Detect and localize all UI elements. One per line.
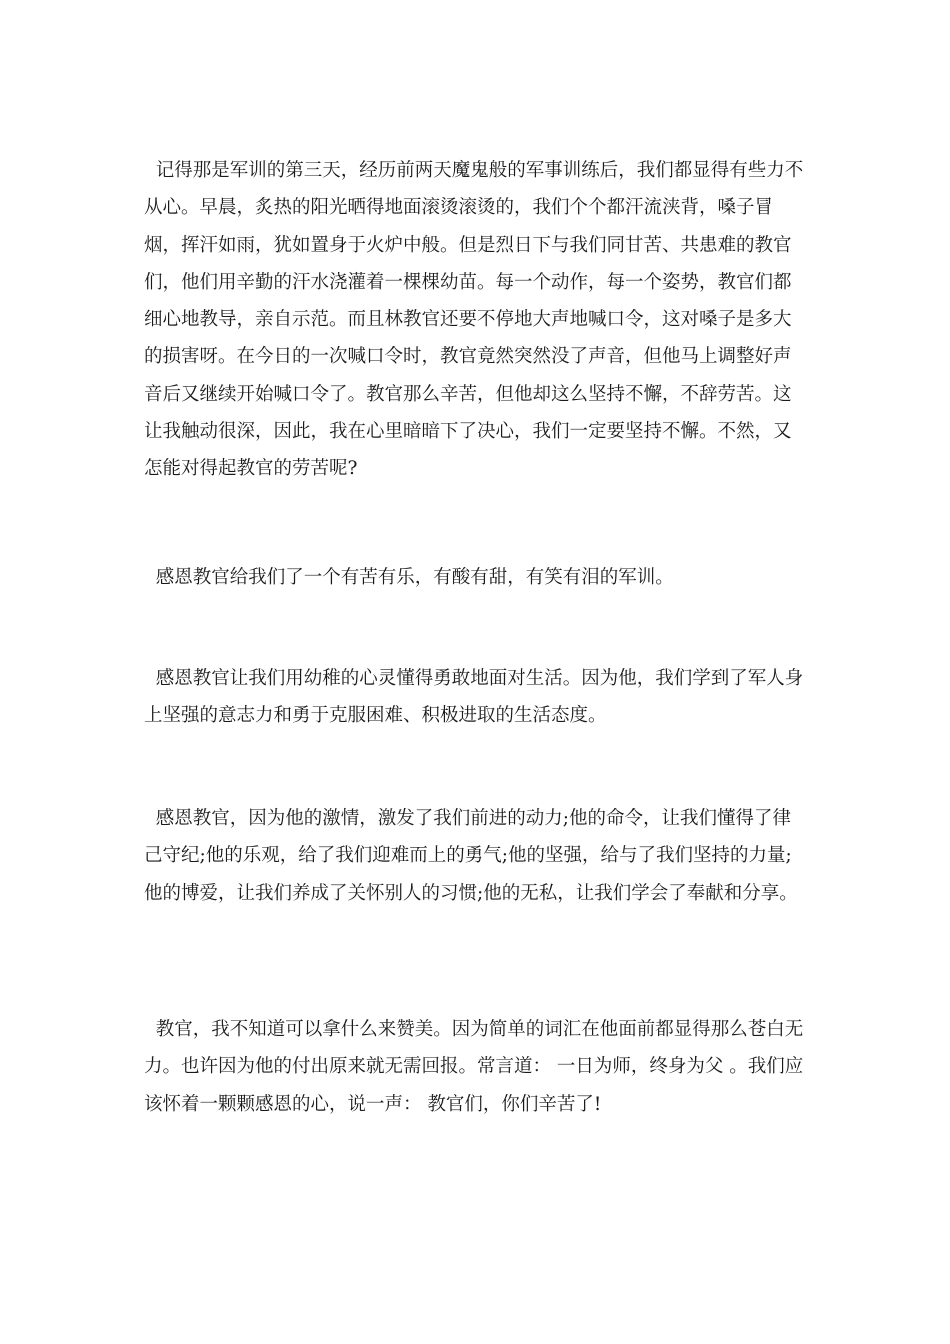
paragraph-military-training-third-day: 记得那是军训的第三天，经历前两天魔鬼般的军事训练后，我们都显得有些力不从心。早晨，炙热的阳光晒得地面滚烫滚烫的，我们个个都汗流浃背，嗓子冒烟，挥汗如雨，犹如置身于火炉中般。但是烈日下与我们同甘苦、共患难的教官们，他们用辛勤的汗水浇灌着一棵棵幼苗。每一个动作，每一个姿势，教官们都细心地教导，亲自示范。而且林教官还要不停地大声地喊口令，这对嗓子是多大的损害呀。在今日的一次喊口令时，教官竟然突然没了声音，但他马上调整好声音后又继续开始喊口令了。教官那么辛苦，但他却这么坚持不懈，不辞劳苦。这让我触动很深，因此，我在心里暗暗下了决心，我们一定要坚持不懈。不然，又怎能对得起教官的劳苦呢? [144, 160, 804, 480]
paragraph-thanks-instructor-qualities: 感恩教官，因为他的激情，激发了我们前进的动力;他的命令，让我们懂得了律己守纪;他的乐观，给了我们迎难而上的勇气;他的坚强，给与了我们坚持的力量;他的博爱，让我们养成了关怀别人的习惯;他的无私，让我们学会了奉献和分享。 [144, 808, 798, 904]
paragraph-praise-instructor: 教官，我不知道可以拿什么来赞美。因为简单的词汇在他面前都显得那么苍白无力。也许因为他的付出原来就无需回报。常言道： 一日为师，终身为父 。我们应该怀着一颗颗感恩的心，说一声： 教官们，你们辛苦了! [144, 1019, 804, 1115]
paragraph-thanks-instructor-courage: 感恩教官让我们用幼稚的心灵懂得勇敢地面对生活。因为他，我们学到了军人身上坚强的意志力和勇于克服困难、积极进取的生活态度。 [144, 668, 804, 727]
paragraph-thanks-instructor-training: 感恩教官给我们了一个有苦有乐，有酸有甜，有笑有泪的军训。 [144, 567, 674, 588]
